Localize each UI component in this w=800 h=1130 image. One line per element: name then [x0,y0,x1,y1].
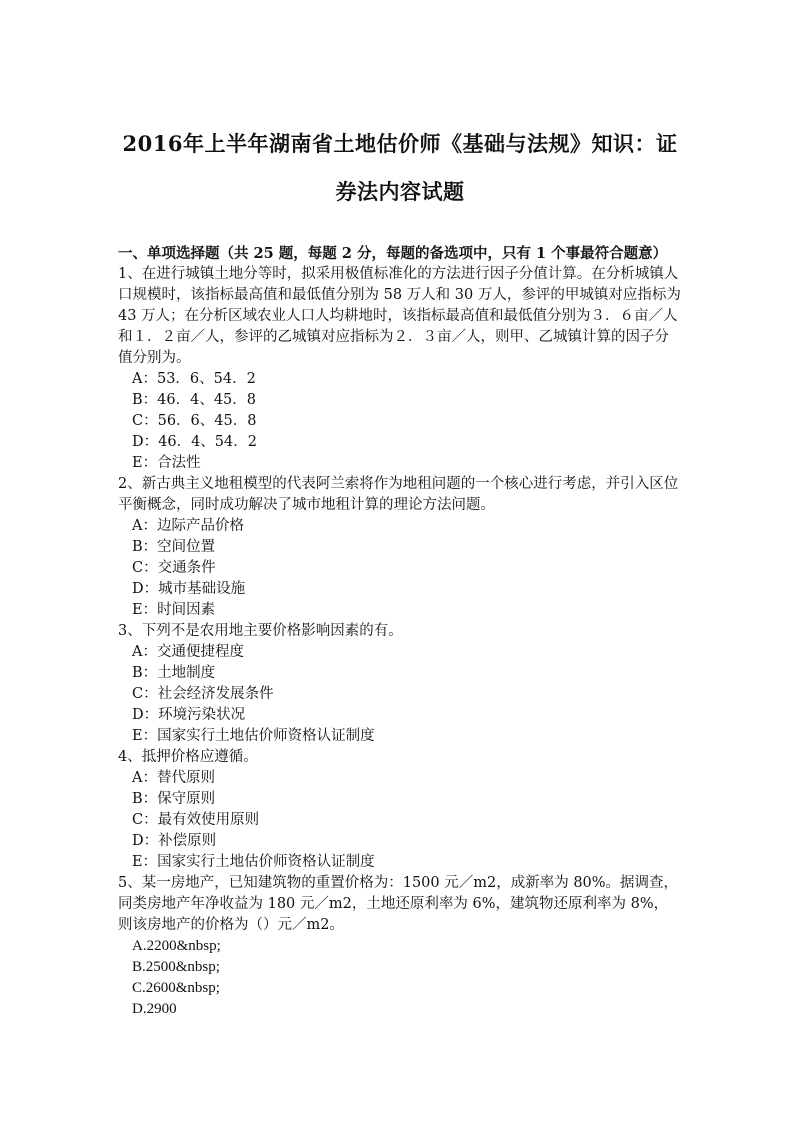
question-1 [118,264,682,474]
option-d: D：46．4、54．2 [132,434,257,450]
question-stem: 5、某一房地产，已知建筑物的重置价格为：1500 元／m2，成新率为 80%。据调查，同类房地产年净收益为 180 元／m2，土地还原利率为 6%，建筑物还原利率为 8%，则该房地产的价格为（）元／m2。 [118,875,679,933]
option-d: D：环境污染状况 [132,707,246,723]
option-b: B：土地制度 [132,665,216,681]
question-stem: 4、抵押价格应遵循。 [118,749,258,765]
option-list [118,936,682,1020]
option-list [118,642,682,747]
option-b: B：空间位置 [132,539,216,555]
option-e: E：时间因素 [132,602,216,618]
option-a: A：边际产品价格 [132,518,244,534]
document-title [118,120,682,216]
option-c: C：交通条件 [132,560,216,576]
option-c: C：社会经济发展条件 [132,686,274,702]
option-b: B：保守原则 [132,791,216,807]
option-list [118,768,682,873]
option-d: D：城市基础设施 [132,581,246,597]
option-a: A：交通便捷程度 [132,644,244,660]
title-line-1: 2016年上半年湖南省土地估价师《基础与法规》知识：证 [122,131,678,156]
question-stem: 3、下列不是农用地主要价格影响因素的有。 [118,623,403,639]
title-line-2: 券法内容试题 [335,179,465,204]
question-5 [118,873,682,1020]
option-a: A：替代原则 [132,770,215,786]
option-a: A.2200&nbsp; [132,938,221,954]
question-4 [118,747,682,873]
question-stem: 2、新古典主义地租模型的代表阿兰索将作为地租问题的一个核心进行考虑，并引入区位平衡概念，同时成功解决了城市地租计算的理论方法问题。 [118,476,679,513]
option-e: E：国家实行土地估价师资格认证制度 [132,854,375,870]
option-b: B.2500&nbsp; [132,959,220,975]
option-c: C：最有效使用原则 [132,812,260,828]
option-c: C.2600&nbsp; [132,980,220,996]
option-e: E：国家实行土地估价师资格认证制度 [132,728,375,744]
option-a: A：53．6、54．2 [132,371,256,387]
question-2 [118,474,682,621]
option-list [118,516,682,621]
question-stem: 1、在进行城镇土地分等时，拟采用极值标准化的方法进行因子分值计算。在分析城镇人口规模时，该指标最高值和最低值分别为 58 万人和 30 万人，参评的甲城镇对应指标为 43 万人；在分析区域农业人口人均耕地时，该指标最高值和最低值分别为３．６亩／人和１．２亩／人，参评的乙城镇对应指标为２．３亩／人，则甲、乙城镇计算的因子分值分别为。 [118,266,681,366]
option-e: E：合法性 [132,455,201,471]
option-c: C：56．6、45．8 [132,413,257,429]
option-b: B：46．4、45．8 [132,392,257,408]
option-list [118,369,682,474]
option-d: D.2900 [132,1001,177,1017]
question-3 [118,621,682,747]
section-heading: 一、单项选择题（共 25 题，每题 2 分，每题的备选项中，只有 1 个事最符合题意） [118,245,668,262]
option-d: D：补偿原则 [132,833,217,849]
